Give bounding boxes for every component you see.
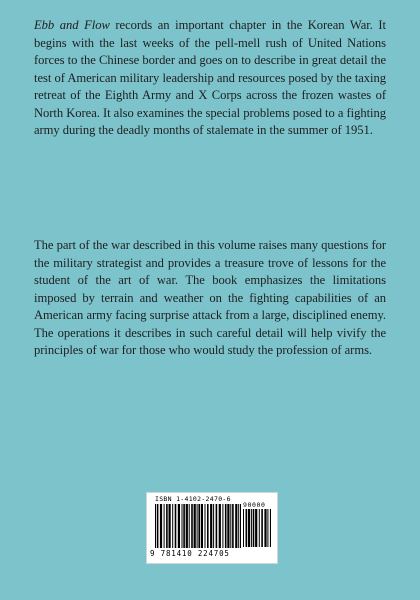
barcode-bar xyxy=(169,504,171,548)
barcode-bar xyxy=(267,509,268,547)
barcode-bar xyxy=(219,504,221,548)
book-title-italic: Ebb and Flow xyxy=(34,18,110,32)
barcode-bar xyxy=(216,504,218,548)
barcode-bar xyxy=(210,504,212,548)
addon-barcode-bars xyxy=(243,509,271,547)
barcode-bar xyxy=(213,504,214,548)
barcode-bar xyxy=(155,504,156,548)
barcode-bar xyxy=(166,504,168,548)
ean-barcode-bars xyxy=(155,504,241,548)
barcode-bar xyxy=(243,509,244,547)
barcode-bar xyxy=(183,504,185,548)
ean-digits: 9 781410 224705 xyxy=(150,549,230,558)
paragraph-1-text: records an important chapter in the Korean War. It begins with the last weeks of the pell-mell rush of United Nations forces to the Chinese border and goes on to describe in great detail the test of American military leadership and resources posed by the taxing retreat of the Eighth Army and X Corps across the frozen wastes of North Korea. It also examines the special problems posed to a fighting army during the deadly months of stalemate in the summer of 1951. xyxy=(34,18,386,137)
barcode-bar xyxy=(175,504,177,548)
barcode-bar xyxy=(259,509,260,547)
barcode-bar xyxy=(235,504,237,548)
description-paragraph-2: The part of the war described in this volume raises many questions for the military strategist and provides a treasure trove of lessons for the student of the art of war. The book emphasizes the limitations imposed by terrain and weather on the fighting capabilities of an American army facing surprise attack from a large, disciplined enemy. The operations it describes in such careful detail will help vivify the principles of war for those who would study the profession of arms. xyxy=(34,238,386,357)
barcode-bar xyxy=(189,504,190,548)
barcode-bar xyxy=(194,504,196,548)
barcode-bar xyxy=(157,504,159,548)
barcode-bar xyxy=(255,509,257,547)
isbn-label: ISBN 1-4102-2470-6 xyxy=(155,495,231,503)
barcode-bar xyxy=(238,504,239,548)
barcode-bar xyxy=(270,509,271,547)
barcode-bar xyxy=(201,504,203,548)
barcode-bar xyxy=(222,504,223,548)
barcode-bar xyxy=(198,504,200,548)
isbn-barcode xyxy=(146,492,278,564)
barcode-bar xyxy=(225,504,227,548)
barcode-bar xyxy=(227,504,229,548)
description-paragraph-1 xyxy=(34,17,386,140)
barcode-bar xyxy=(246,509,248,547)
barcode-bar xyxy=(251,509,252,547)
barcode-bar xyxy=(191,504,193,548)
barcode-bar xyxy=(160,504,162,548)
barcode-bar xyxy=(240,504,241,548)
barcode-bar xyxy=(248,509,250,547)
barcode-bar xyxy=(182,504,183,548)
barcode-bar xyxy=(264,509,266,547)
barcode-bar xyxy=(197,504,198,548)
barcode-bar xyxy=(253,509,255,547)
barcode-bar xyxy=(205,504,206,548)
barcode-bar xyxy=(186,504,188,548)
barcode-bar xyxy=(232,504,234,548)
barcode-bar xyxy=(230,504,231,548)
barcode-bar xyxy=(172,504,173,548)
price-code-label: 90000 xyxy=(243,501,266,509)
barcode-bar xyxy=(164,504,165,548)
barcode-bar xyxy=(207,504,209,548)
barcode-bar xyxy=(261,509,263,547)
barcode-bar xyxy=(178,504,180,548)
